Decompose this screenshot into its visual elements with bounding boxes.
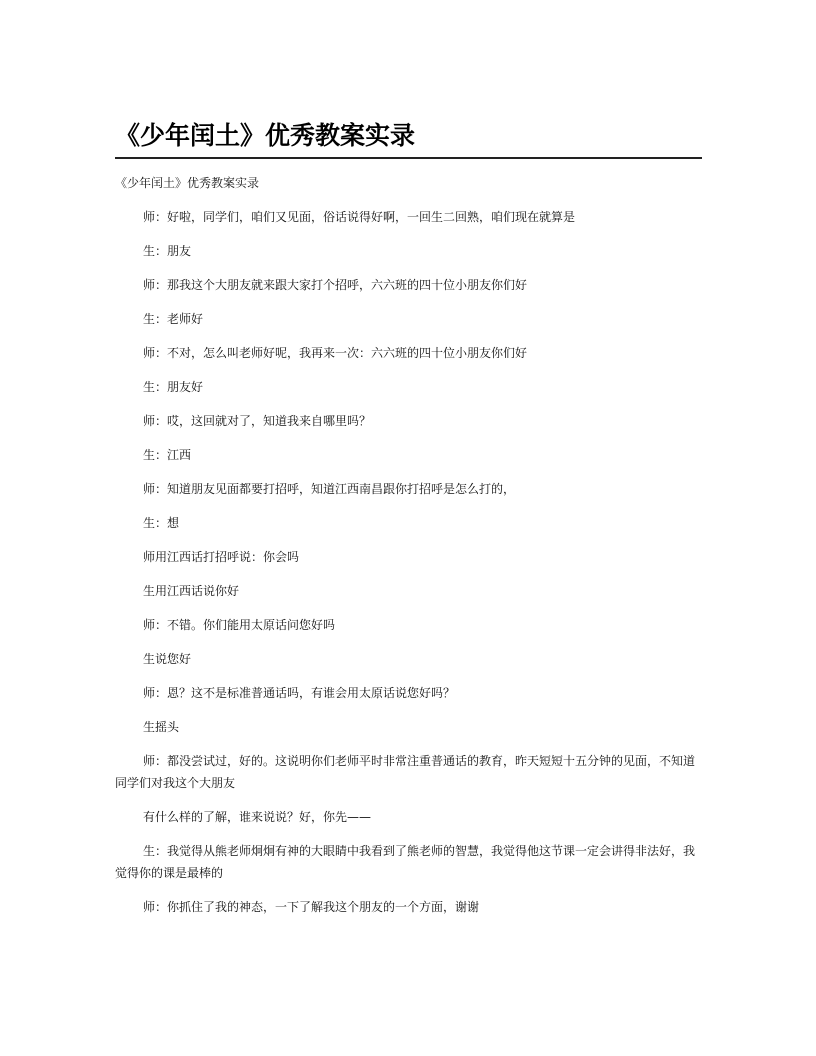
document-body bbox=[115, 172, 702, 930]
document-title: 《少年闰土》优秀教案实录 bbox=[115, 121, 416, 150]
dialogue-line: 师：知道朋友见面都要打招呼，知道江西南昌跟你打招呼是怎么打的， bbox=[143, 482, 516, 496]
dialogue-line: 师：不错。你们能用太原话问您好吗 bbox=[143, 618, 336, 632]
dialogue-line: 生：朋友好 bbox=[143, 380, 204, 394]
dialogue-line: 师：恩？这不是标准普通话吗，有谁会用太原话说您好吗？ bbox=[143, 686, 456, 700]
dialogue-line: 生：老师好 bbox=[143, 312, 204, 326]
body-heading: 《少年闰土》优秀教案实录 bbox=[115, 176, 260, 190]
dialogue-line: 生：朋友 bbox=[143, 244, 192, 258]
dialogue-line: 师用江西话打招呼说：你会吗 bbox=[143, 550, 300, 564]
dialogue-line: 师：好啦，同学们，咱们又见面，俗话说得好啊，一回生二回熟，咱们现在就算是 bbox=[143, 210, 576, 224]
dialogue-line: 师：哎，这回就对了，知道我来自哪里吗？ bbox=[143, 414, 372, 428]
dialogue-line: 生：江西 bbox=[143, 448, 192, 462]
dialogue-line: 生说您好 bbox=[143, 652, 192, 666]
dialogue-line: 生：想 bbox=[143, 516, 180, 530]
dialogue-line: 生摇头 bbox=[143, 720, 180, 734]
dialogue-line: 师：你抓住了我的神态，一下了解我这个朋友的一个方面，谢谢 bbox=[143, 900, 480, 914]
dialogue-line: 有什么样的了解，谁来说说？好，你先—— bbox=[143, 810, 372, 824]
dialogue-line: 生：我觉得从熊老师炯炯有神的大眼睛中我看到了熊老师的智慧，我觉得他这节课一定会讲得非法好，我觉得你的课是最棒的 bbox=[115, 844, 696, 880]
dialogue-line: 生用江西话说你好 bbox=[143, 584, 240, 598]
dialogue-line: 师：不对，怎么叫老师好呢，我再来一次：六六班的四十位小朋友你们好 bbox=[143, 346, 528, 360]
title-divider bbox=[115, 157, 702, 159]
dialogue-line: 师：都没尝试过，好的。这说明你们老师平时非常注重普通话的教育，昨天短短十五分钟的见面，不知道同学们对我这个大朋友 bbox=[115, 754, 696, 790]
dialogue-line: 师：那我这个大朋友就来跟大家打个招呼，六六班的四十位小朋友你们好 bbox=[143, 278, 528, 292]
